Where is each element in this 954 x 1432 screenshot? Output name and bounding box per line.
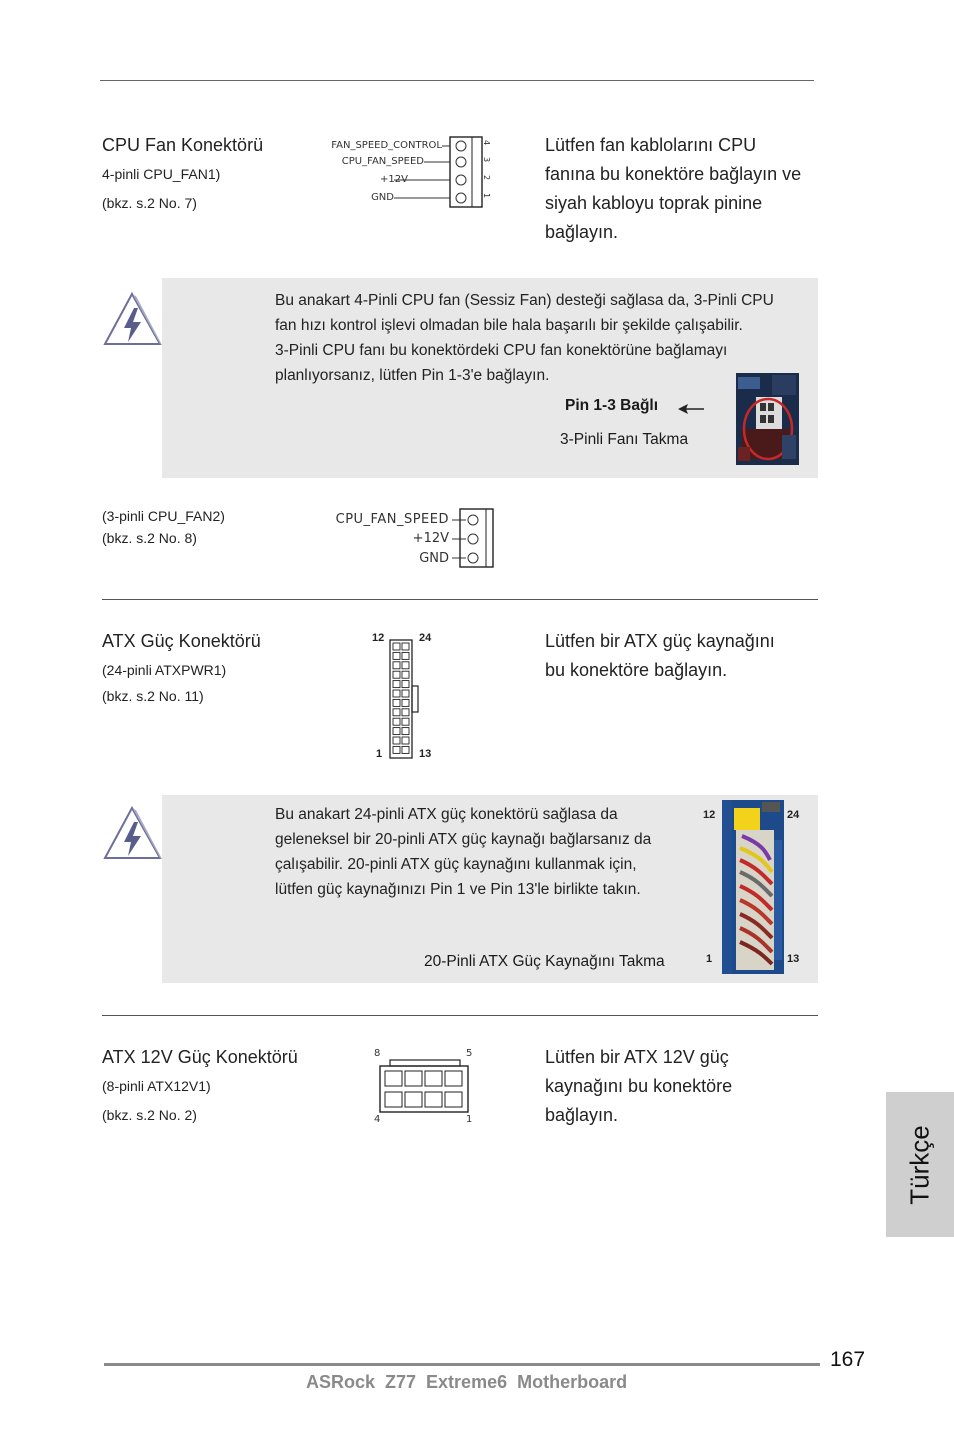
cpu-fan-sub2: (bkz. s.2 No. 7) xyxy=(102,195,197,211)
pin-cell xyxy=(393,662,400,669)
pin-cell xyxy=(412,686,418,712)
atx-power-title: ATX Güç Konektörü xyxy=(102,631,261,651)
photo-pin-label-12: 12 xyxy=(703,809,716,821)
pin-label-4: 4 xyxy=(374,1114,381,1125)
atx12v-diagram xyxy=(370,1046,480,1130)
cpu-fan-desc-line: fanına bu konektöre bağlayın ve xyxy=(545,164,802,184)
pin-label-1: 1 xyxy=(376,748,383,760)
footer-rule xyxy=(104,1363,820,1366)
photo-pin-label-24: 24 xyxy=(787,809,800,821)
install-3pin-caption: 3-Pinli Fanı Takma xyxy=(560,431,689,448)
pin-cell xyxy=(402,681,409,688)
pin-label-gnd: GND xyxy=(371,192,394,203)
pin-label-cpu-fan-speed: CPU_FAN_SPEED xyxy=(341,156,424,167)
connector-24pin-icon xyxy=(368,630,440,764)
pin-cell xyxy=(393,671,400,678)
pin-cell xyxy=(393,709,400,716)
cpu-fan1-diagram xyxy=(318,134,498,210)
connector-4pin-icon xyxy=(318,134,498,210)
pin-label-12: 12 xyxy=(372,632,385,644)
warning-icon xyxy=(102,290,164,348)
note-line: çalışabilir. 20-pinli ATX güç kaynağını kullanmak için, xyxy=(275,856,637,873)
pin-label-24: 24 xyxy=(419,632,432,644)
cpu-fan2-sub2: (bkz. s.2 No. 8) xyxy=(102,530,197,546)
cpu-fan-desc-line: Lütfen fan kablolarını CPU xyxy=(545,135,757,155)
connector-3pin-icon xyxy=(318,508,498,570)
pin-label-cpu-fan-speed: CPU_FAN_SPEED xyxy=(335,512,449,527)
pin-cell xyxy=(402,652,409,659)
cpu-fan2-sub1: (3-pinli CPU_FAN2) xyxy=(102,508,225,524)
atx12v-desc-line: Lütfen bir ATX 12V güç xyxy=(545,1047,729,1067)
pin-cell xyxy=(393,737,400,744)
cpu-fan2-diagram xyxy=(318,508,498,570)
atx-power-sub2: (bkz. s.2 No. 11) xyxy=(102,688,204,704)
pin-label-12v: +12V xyxy=(380,174,408,185)
top-rule xyxy=(100,80,814,81)
cpu-fan-desc-line: siyah kabloyu toprak pinine xyxy=(545,193,763,213)
pin-label-fan-speed-control: FAN_SPEED_CONTROL xyxy=(331,140,442,151)
pin-label-8: 8 xyxy=(374,1048,381,1059)
pin-label-gnd: GND xyxy=(419,551,449,566)
pin-number-2: 2 xyxy=(482,174,492,181)
pin-cell xyxy=(393,643,400,650)
pin-cell xyxy=(393,718,400,725)
pin-cell xyxy=(402,643,409,650)
atx-connector-photo xyxy=(722,800,784,974)
pin-cell xyxy=(402,699,409,706)
atx-desc-line: Lütfen bir ATX güç kaynağını xyxy=(545,631,775,651)
pin-cell xyxy=(393,652,400,659)
connector-8pin-icon xyxy=(370,1046,480,1130)
note-line: planlıyorsanız, lütfen Pin 1-3'e bağlayın. xyxy=(275,367,550,384)
note-line: lütfen güç kaynağınızı Pin 1 ve Pin 13'le birlikte takın. xyxy=(275,881,641,898)
language-tab-label: Türkçe xyxy=(904,1124,935,1205)
divider-1 xyxy=(102,599,818,600)
pin-cell xyxy=(402,709,409,716)
photo-pin-label-1: 1 xyxy=(706,953,713,965)
footer-product-name: ASRock Z77 Extreme6 Motherboard xyxy=(306,1372,628,1392)
pin-cell xyxy=(402,737,409,744)
cpu-fan-sub1: 4-pinli CPU_FAN1) xyxy=(102,166,221,182)
pin-cell xyxy=(402,728,409,735)
photo-pin-label-13: 13 xyxy=(787,953,800,965)
cpu-fan-title: CPU Fan Konektörü xyxy=(102,135,264,155)
cpu-fan-desc-line: bağlayın. xyxy=(545,222,619,242)
atx-power-sub1: (24-pinli ATXPWR1) xyxy=(102,662,227,678)
pin-label-1: 1 xyxy=(466,1114,473,1125)
pin-label-5: 5 xyxy=(466,1048,473,1059)
cpu-fan-description xyxy=(545,131,835,247)
note-line: geleneksel bir 20-pinli ATX güç kaynağı bağlarsanız da xyxy=(275,831,652,848)
atx12v-title: ATX 12V Güç Konektörü xyxy=(102,1047,298,1067)
pin-connected-caption: Pin 1-3 Bağlı xyxy=(565,397,659,414)
divider-2 xyxy=(102,1015,818,1016)
pin-number-3: 3 xyxy=(482,156,492,163)
atx12v-sub1: (8-pinli ATX12V1) xyxy=(102,1078,211,1094)
pin-cell xyxy=(402,662,409,669)
pin-cell xyxy=(402,718,409,725)
atx12v-desc-line: kaynağını bu konektöre xyxy=(545,1076,733,1096)
pin-cell xyxy=(393,690,400,697)
fan-connector-photo xyxy=(736,373,799,465)
pin-cell xyxy=(393,681,400,688)
atx12v-desc-line: bağlayın. xyxy=(545,1105,619,1125)
pin-number-4: 4 xyxy=(482,139,492,146)
atx12v-description xyxy=(545,1043,835,1130)
arrow-left-icon xyxy=(676,402,706,416)
atx-desc-line: bu konektöre bağlayın. xyxy=(545,660,728,680)
note-line: 3-Pinli CPU fanı bu konektördeki CPU fan konektörüne bağlamayı xyxy=(275,342,728,359)
pin-number-1: 1 xyxy=(482,192,492,199)
atx-note-text xyxy=(275,802,695,902)
page-number: 167 xyxy=(830,1348,866,1371)
note-line: fan hızı kontrol işlevi olmadan bile hala başarılı bir şekilde çalışabilir. xyxy=(275,317,743,334)
pin-cell xyxy=(402,746,409,753)
pin-cell xyxy=(393,746,400,753)
note-line: Bu anakart 24-pinli ATX güç konektörü sağlasa da xyxy=(275,806,618,823)
pin-label-12v: +12V xyxy=(412,531,449,546)
atx-install-caption: 20-Pinli ATX Güç Kaynağını Takma xyxy=(424,953,665,970)
pin-label-13: 13 xyxy=(419,748,432,760)
pin-cell xyxy=(393,728,400,735)
pin-cell xyxy=(393,699,400,706)
pin-cell xyxy=(402,690,409,697)
pin-cell xyxy=(402,671,409,678)
language-tab xyxy=(886,1092,954,1237)
atx12v-sub2: (bkz. s.2 No. 2) xyxy=(102,1107,197,1123)
atx-power-description xyxy=(545,627,835,685)
atx-24pin-diagram xyxy=(368,630,440,764)
warning-icon xyxy=(102,804,164,862)
note-line: Bu anakart 4-Pinli CPU fan (Sessiz Fan) desteği sağlasa da, 3-Pinli CPU xyxy=(275,292,774,309)
